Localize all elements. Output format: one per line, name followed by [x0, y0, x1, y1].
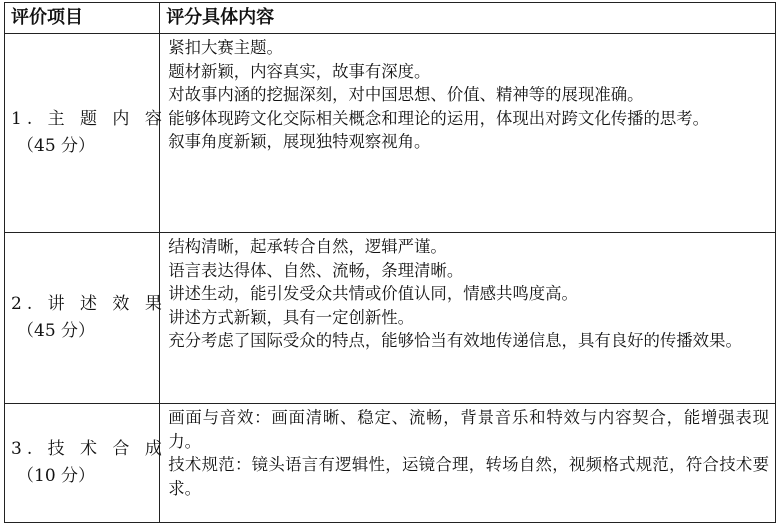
- item-name: 2. 讲 述 效 果: [11, 294, 167, 314]
- item-cell: [5, 404, 167, 523]
- criterion-text: 讲述方式新颖，具有一定创新性。: [168, 307, 415, 327]
- criterion-text: 对故事内涵的挖掘深刻，对中国思想、价值、精神等的展现准确。: [168, 85, 644, 104]
- content-cell: [160, 34, 776, 233]
- criterion-text: 充分考虑了国际受众的特点，能够恰当有效地传递信息，具有良好的传播效果。: [168, 331, 742, 350]
- criterion-text: 画面与音效：画面清晰、稳定、流畅，背景音乐和特效与内容契合，能增强表现力。: [168, 408, 769, 451]
- scoring-table: [4, 2, 776, 523]
- item-score: （45 分）: [17, 321, 96, 341]
- header-content-column: 评分具体内容: [160, 3, 776, 34]
- table-row: [5, 404, 776, 523]
- criterion-text: 叙事角度新颖，展现独特观察视角。: [168, 132, 431, 151]
- item-cell: [5, 233, 167, 404]
- header-item-column: 评价项目: [5, 3, 160, 34]
- item-score: （10 分）: [17, 466, 96, 486]
- criterion-text: 技术规范：镜头语言有逻辑性，运镜合理，转场自然，视频格式规范，符合技术要求。: [168, 455, 769, 498]
- criterion-text: 题材新颖，内容真实，故事有深度。: [168, 61, 431, 81]
- table-row: [5, 34, 776, 233]
- criterion-text: 能够体现跨文化交际相关概念和理论的运用，体现出对跨文化传播的思考。: [168, 108, 710, 128]
- criterion-text: 讲述生动，能引发受众共情或价值认同，情感共鸣度高。: [168, 284, 578, 303]
- item-name: 3. 技 术 合 成: [11, 439, 167, 459]
- item-name: 1. 主 题 内 容: [11, 109, 167, 129]
- item-cell: [5, 34, 167, 233]
- criterion-text: 结构清晰，起承转合自然，逻辑严谨。: [168, 237, 447, 256]
- criterion-text: 紧扣大赛主题。: [168, 38, 283, 57]
- criterion-text: 语言表达得体、自然、流畅，条理清晰。: [168, 260, 464, 280]
- content-cell: [160, 233, 776, 404]
- table-row: [5, 233, 776, 404]
- table-header-row: [5, 3, 776, 34]
- item-score: （45 分）: [17, 136, 96, 156]
- content-cell: [160, 404, 776, 523]
